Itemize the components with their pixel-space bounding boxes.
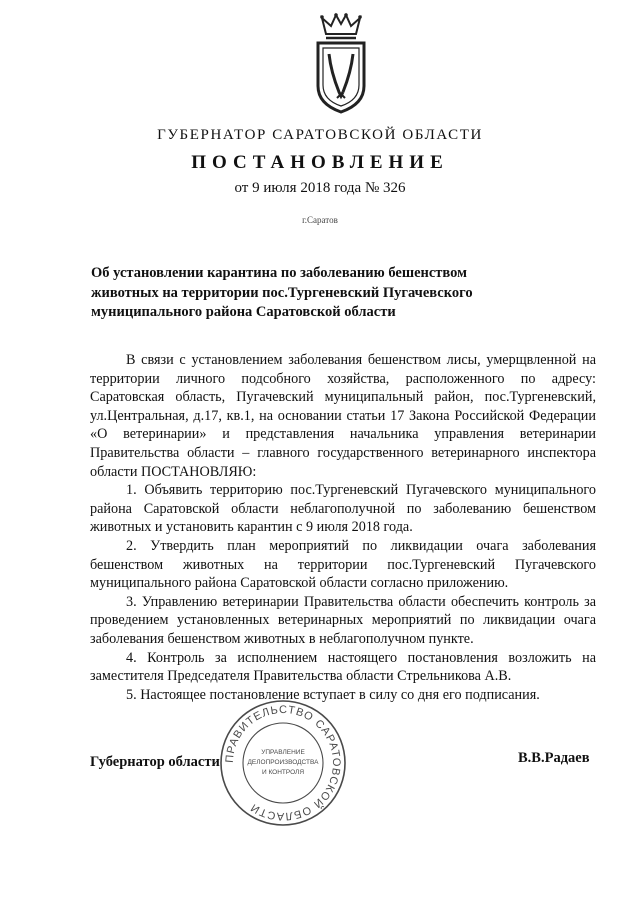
city-label: г.Саратов	[302, 215, 338, 225]
signature-name: В.В.Радаев	[518, 750, 590, 766]
document-date-number: от 9 июля 2018 года № 326	[234, 180, 406, 196]
body-paragraph: 3. Управлению ветеринарии Правительства области обеспечить контроль за проведением установленных ветеринарных мероприятий по ликвидации очага заболевания бешенством животных в неблагополучном пункте.	[90, 593, 596, 647]
stamp-inner-line: ДЕЛОПРОИЗВОДСТВА	[247, 759, 319, 766]
document-subject: Об установлении карантина по заболеванию бешенством животных на территории пос.Тургеневский Пугачевского муниципального района Саратовской области	[91, 265, 473, 320]
body-paragraph: 2. Утвердить план мероприятий по ликвидации очага заболевания бешенством животных на территории пос.Тургеневский Пугачевского муниципального района Саратовской области согласно приложению.	[90, 537, 596, 592]
signature-title: Губернатор области	[90, 754, 220, 770]
organization-title: ГУБЕРНАТОР САРАТОВСКОЙ ОБЛАСТИ	[157, 127, 483, 143]
body-paragraph: 4. Контроль за исполнением настоящего постановления возложить на заместителя Председателя Правительства области Стрельникова А.В.	[90, 649, 596, 685]
body-paragraph: 5. Настоящее постановление вступает в силу со дня его подписания.	[126, 686, 540, 703]
official-round-stamp-icon	[218, 698, 348, 828]
saratov-coat-of-arms-icon	[312, 12, 370, 116]
document-body	[90, 351, 596, 704]
body-paragraph: В связи с установлением заболевания бешенством лисы, умерщвленной на территории личного подсобного хозяйства, расположенного по адресу: Саратовская область, Пугачевский муниципальный район, пос.Тургеневский, ул.Центральная, д.17, кв.1, на основании статьи 17 Закона Российской Федерации «О ветеринарии» и представления начальника управления ветеринарии Правительства области – главного государственного ветеринарного инспектора области ПОСТАНОВЛЯЮ:	[90, 352, 596, 480]
body-paragraph: 1. Объявить территорию пос.Тургеневский Пугачевского муниципального района Саратовской области неблагополучной по заболеванию бешенством животных и установить карантин с 9 июля 2018 года.	[90, 482, 596, 536]
document-type-heading: ПОСТАНОВЛЕНИЕ	[191, 152, 449, 173]
stamp-inner-line: УПРАВЛЕНИЕ	[261, 749, 305, 756]
stamp-ring-text: ПРАВИТЕЛЬСТВО САРАТОВСКОЙ ОБЛАСТИ	[223, 703, 343, 823]
stamp-inner-line: И КОНТРОЛЯ	[261, 769, 305, 776]
